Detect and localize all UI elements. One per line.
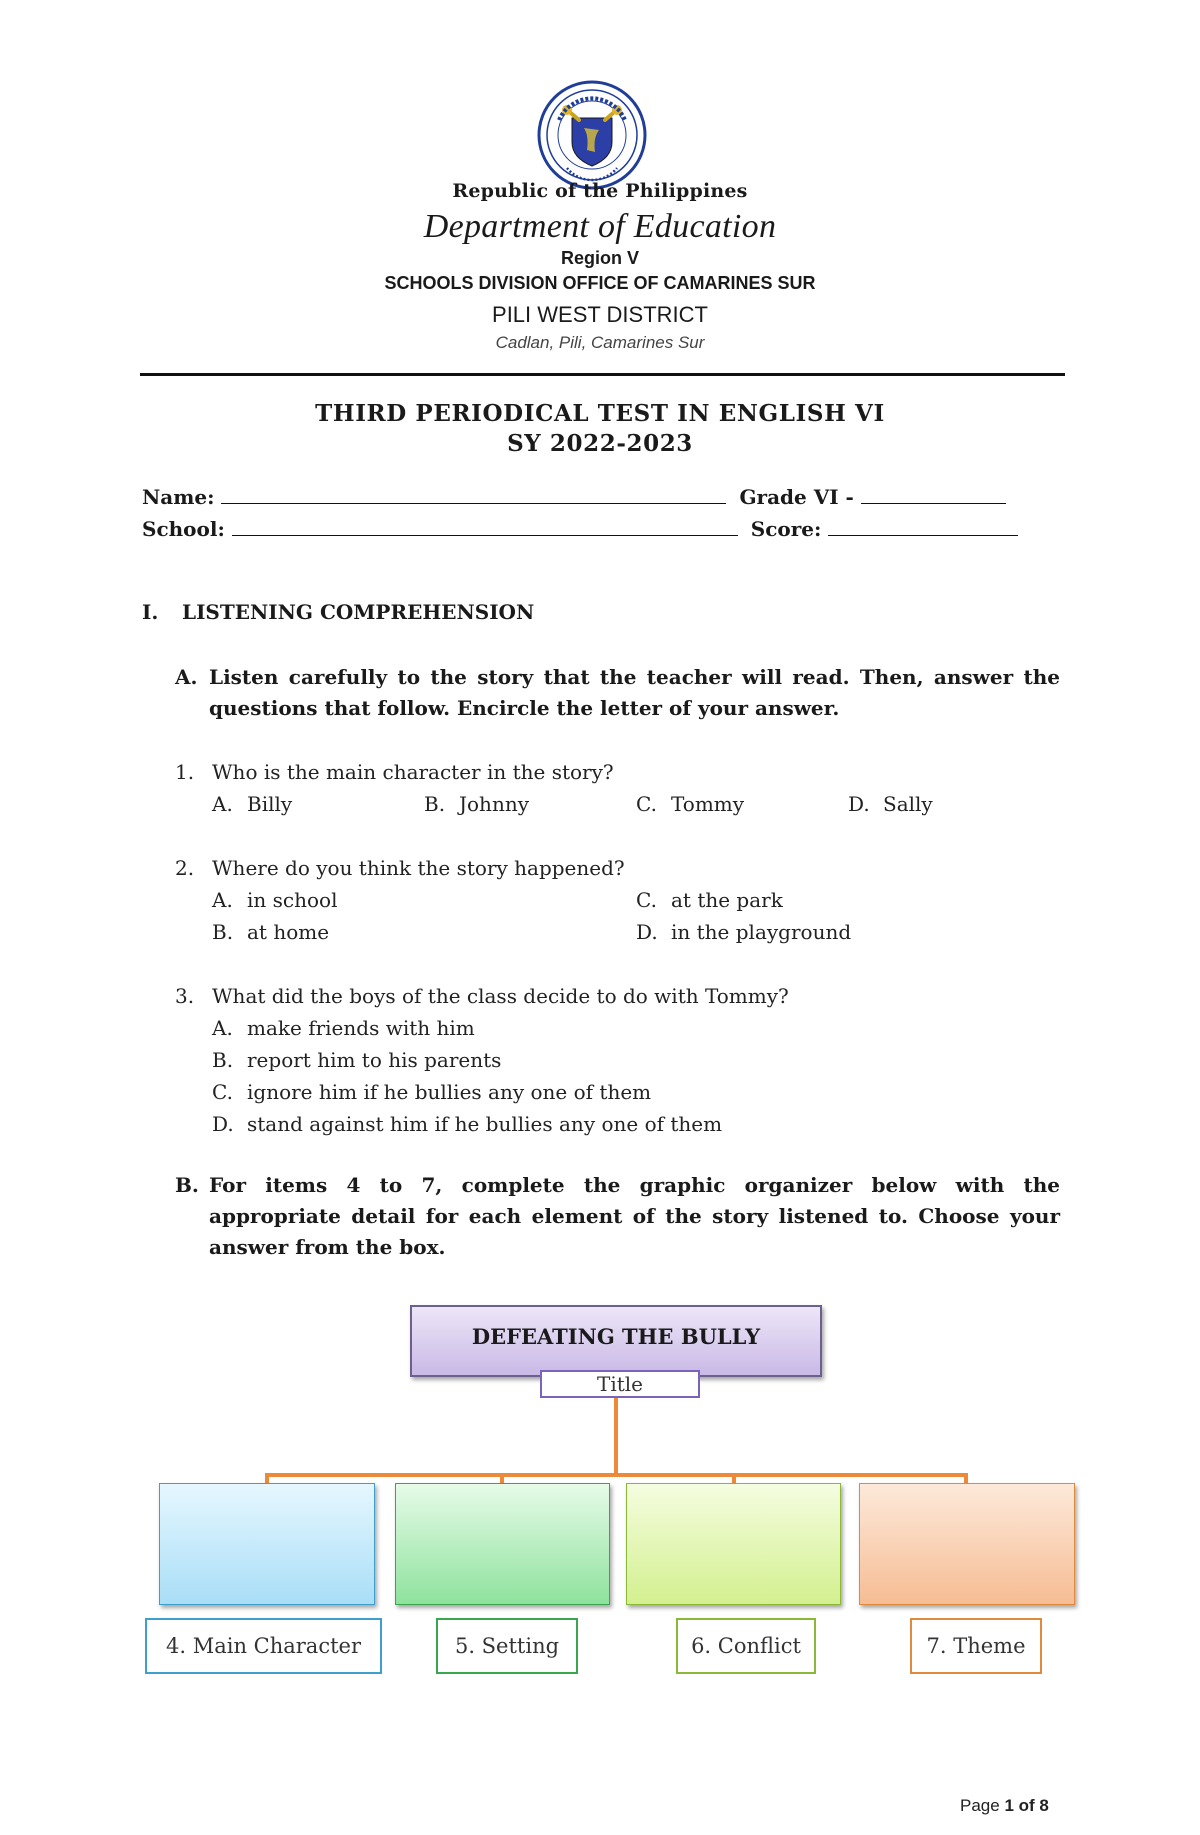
option[interactable]: C. at the park bbox=[636, 888, 783, 912]
republic-heading: Republic of the Philippines bbox=[452, 180, 748, 202]
deped-seal-logo bbox=[537, 80, 647, 190]
connector-vertical bbox=[614, 1398, 618, 1474]
conflict-answer-box[interactable] bbox=[626, 1483, 841, 1605]
option[interactable]: D. in the playground bbox=[636, 920, 852, 944]
option[interactable]: A. Billy bbox=[212, 792, 293, 816]
school-blank[interactable] bbox=[232, 517, 738, 536]
option[interactable]: B. report him to his parents bbox=[212, 1048, 502, 1072]
test-title: THIRD PERIODICAL TEST IN ENGLISH VI bbox=[315, 400, 885, 427]
question-number: 1. bbox=[175, 760, 195, 784]
option[interactable]: C. ignore him if he bullies any one of them bbox=[212, 1080, 652, 1104]
division-heading: SCHOOLS DIVISION OFFICE OF CAMARINES SUR bbox=[384, 273, 816, 293]
score-blank[interactable] bbox=[828, 517, 1018, 536]
school-score-row bbox=[142, 517, 1018, 541]
option[interactable]: B. at home bbox=[212, 920, 330, 944]
setting-label: 5. Setting bbox=[436, 1618, 578, 1674]
part-a-text: Listen carefully to the story that the teacher will read. Then, answer the questions that follow. Encircle the letter of your answer. bbox=[209, 665, 1060, 720]
organizer-title-tag: Title bbox=[540, 1370, 700, 1398]
option[interactable]: D. stand against him if he bullies any one of them bbox=[212, 1112, 723, 1136]
page-number bbox=[960, 1796, 1049, 1816]
option[interactable]: D. Sally bbox=[848, 792, 933, 816]
question-text: Who is the main character in the story? bbox=[212, 760, 614, 784]
part-b-letter: B. bbox=[175, 1173, 199, 1197]
question-2 bbox=[175, 856, 625, 880]
conflict-label: 6. Conflict bbox=[676, 1618, 816, 1674]
name-blank[interactable] bbox=[221, 485, 726, 504]
department-heading: Department of Education bbox=[423, 208, 777, 245]
question-number: 2. bbox=[175, 856, 195, 880]
part-b-instruction bbox=[175, 1170, 1060, 1263]
theme-answer-box[interactable] bbox=[859, 1483, 1075, 1605]
section-title: LISTENING COMPREHENSION bbox=[182, 600, 535, 624]
current-page: 1 bbox=[1004, 1796, 1014, 1815]
part-a-letter: A. bbox=[175, 665, 198, 689]
option[interactable]: B. Johnny bbox=[424, 792, 529, 816]
district-heading: PILI WEST DISTRICT bbox=[492, 302, 708, 327]
grade-label: Grade VI - bbox=[739, 485, 854, 509]
score-label: Score: bbox=[750, 517, 822, 541]
of-word: of bbox=[1018, 1796, 1035, 1815]
school-year: SY 2022-2023 bbox=[507, 430, 693, 457]
setting-answer-box[interactable] bbox=[395, 1483, 610, 1605]
school-label: School: bbox=[142, 517, 225, 541]
name-grade-row bbox=[142, 485, 1006, 509]
question-3 bbox=[175, 984, 789, 1008]
part-b-text: For items 4 to 7, complete the graphic organizer below with the appropriate detail for each element of the story listened to. Choose your answer from the box. bbox=[209, 1173, 1060, 1259]
region-heading: Region V bbox=[560, 248, 639, 268]
section-heading bbox=[142, 600, 534, 624]
question-number: 3. bbox=[175, 984, 195, 1008]
total-pages: 8 bbox=[1039, 1796, 1049, 1815]
grade-blank[interactable] bbox=[861, 485, 1006, 504]
question-1 bbox=[175, 760, 614, 784]
connector-horizontal bbox=[265, 1473, 968, 1477]
option[interactable]: A. make friends with him bbox=[212, 1016, 475, 1040]
main-character-answer-box[interactable] bbox=[159, 1483, 375, 1605]
theme-label: 7. Theme bbox=[910, 1618, 1042, 1674]
option[interactable]: A. in school bbox=[212, 888, 338, 912]
organizer-title: DEFEATING THE BULLY bbox=[471, 1324, 761, 1349]
question-text: What did the boys of the class decide to do with Tommy? bbox=[212, 984, 789, 1008]
page-word: Page bbox=[960, 1796, 1000, 1815]
header-divider bbox=[140, 373, 1065, 376]
part-a-instruction bbox=[175, 662, 1060, 724]
name-label: Name: bbox=[142, 485, 215, 509]
option[interactable]: C. Tommy bbox=[636, 792, 745, 816]
question-text: Where do you think the story happened? bbox=[212, 856, 625, 880]
address-text: Cadlan, Pili, Camarines Sur bbox=[495, 333, 705, 352]
section-number: I. bbox=[142, 600, 159, 624]
main-character-label: 4. Main Character bbox=[145, 1618, 382, 1674]
